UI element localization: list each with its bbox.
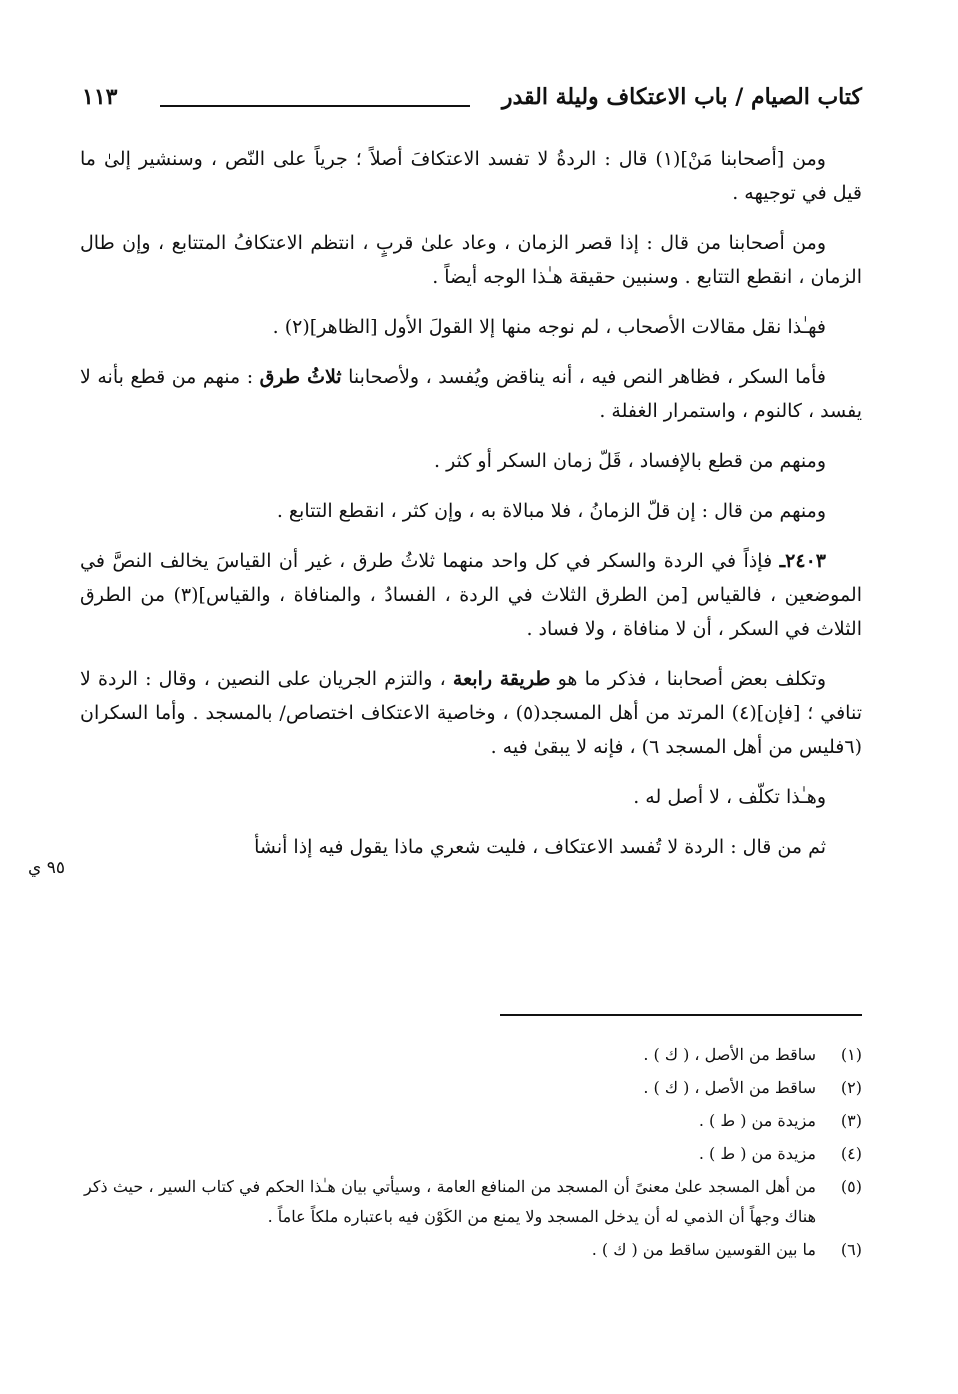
footnote — [84, 1235, 862, 1265]
footnote-rule — [500, 1014, 862, 1016]
footnote-text: مزيدة من ( ط ) . — [698, 1144, 816, 1163]
running-title: كتاب الصيام / باب الاعتكاف وليلة القدر — [501, 84, 862, 110]
paragraph: ومنهم من قطع بالإفساد ، قَلّ زمان السكر أو كثر . — [434, 450, 826, 472]
footnote — [84, 1106, 862, 1136]
paragraph: ومنهم من قال : إن قلّ الزمانُ ، فلا مبالاة به ، وإن كثر ، انقطع التتابع . — [276, 500, 826, 522]
section-number: ٢٤٠٣ـ — [779, 550, 826, 572]
bold-phrase: طريقة رابعة — [452, 668, 551, 690]
footnote-text: ساقط من الأصل ، ( ك ) . — [643, 1045, 816, 1064]
header-rule — [160, 105, 470, 107]
footnote-number: (٣) — [840, 1111, 862, 1130]
paragraph — [80, 544, 862, 646]
paragraph: ثم من قال : الردة لا تُفسد الاعتكاف ، فليت شعري ماذا يقول فيه إذا أنشأ — [254, 836, 826, 858]
footnote-number: (٤) — [840, 1144, 862, 1163]
main-text — [80, 142, 862, 880]
manuscript-folio-note: ٩٥ ي — [28, 858, 65, 878]
paragraph — [80, 360, 862, 428]
paragraph: فهـٰذا نقل مقالات الأصحاب ، لم نوجه منها إلا القولَ الأول [الظاهر](٢) . — [272, 316, 826, 338]
paragraph — [80, 662, 862, 764]
footnote — [84, 1139, 862, 1169]
footnote — [84, 1040, 862, 1070]
paragraph: وهـٰذا تكلّف ، لا أصل له . — [633, 786, 826, 808]
paragraph-text: فأما السكر ، فظاهر النص فيه ، أنه يناقض ويُفسد ، ولأصحابنا — [341, 366, 826, 388]
paragraph-text: ، والتزم الجريان على النصين ، وقال : الردة لا تنافي ؛ [فإن](٤) المرتد من أهل المسجد(٥) ، وخاصية الاعتكاف اختصاص/ بالمسجد . وأما السكران (٦فليس من أهل المسجد ٦) ، فإنه لا يبقىٰ فيه . — [80, 668, 862, 758]
footnote-number: (٥) — [840, 1177, 862, 1196]
footnote-number: (٦) — [840, 1240, 862, 1259]
footnote — [84, 1073, 862, 1103]
paragraph: ومن أصحابنا من قال : إذا قصر الزمان ، وعاد علىٰ قربٍ ، انتظم الاعتكافُ المتتابع ، وإن طال الزمان ، انقطع التتابع . وسنبين حقيقة هـٰذا الوجه أيضاً . — [80, 232, 862, 288]
footnotes — [84, 1040, 862, 1268]
page-header — [82, 84, 862, 124]
bold-phrase: ثلاثُ طرق — [259, 366, 342, 388]
footnote-text: ما بين القوسين ساقط من ( ك ) . — [591, 1240, 816, 1259]
paragraph-text: فإذاً في الردة والسكر في كل واحد منهما ثلاثُ طرق ، غير أن القياسَ يخالف النصَّ في الموضعين ، فالقياس [من الطرق الثلاث في الردة ، الفسادُ ، والمنافاة ، والقياس](٣) من الطرق الثلاث في السكر ، أن لا منافاة ، ولا فساد . — [80, 550, 862, 640]
footnote-number: (٢) — [840, 1078, 862, 1097]
page-number: ١١٣ — [82, 84, 118, 110]
footnote-text: مزيدة من ( ط ) . — [698, 1111, 816, 1130]
footnote — [84, 1172, 862, 1232]
footnote-text: من أهل المسجد علىٰ معنىً أن المسجد من المنافع العامة ، وسيأتي بيان هـٰذا الحكم في كتاب السير ، حيث ذكر هناك وجهاً أن الذمي له أن يدخل المسجد ولا يمنع من الكَوْن فيه باعتباره ملكاً عاماً . — [84, 1177, 816, 1226]
footnote-number: (١) — [840, 1045, 862, 1064]
footnote-text: ساقط من الأصل ، ( ك ) . — [643, 1078, 816, 1097]
paragraph-text: وتكلف بعض أصحابنا ، فذكر ما هو — [550, 668, 827, 690]
paragraph: ومن [أصحابنا مَنْ](١) قال : الردةُ لا تفسد الاعتكافَ أصلاً ؛ جرياً على النّص ، وسنشير إلىٰ ما قيل في توجيهه . — [80, 148, 862, 204]
paragraph-text: : منهم من قطع بأنه لا يفسد ، كالنوم ، واستمرار الغفلة . — [80, 366, 862, 422]
